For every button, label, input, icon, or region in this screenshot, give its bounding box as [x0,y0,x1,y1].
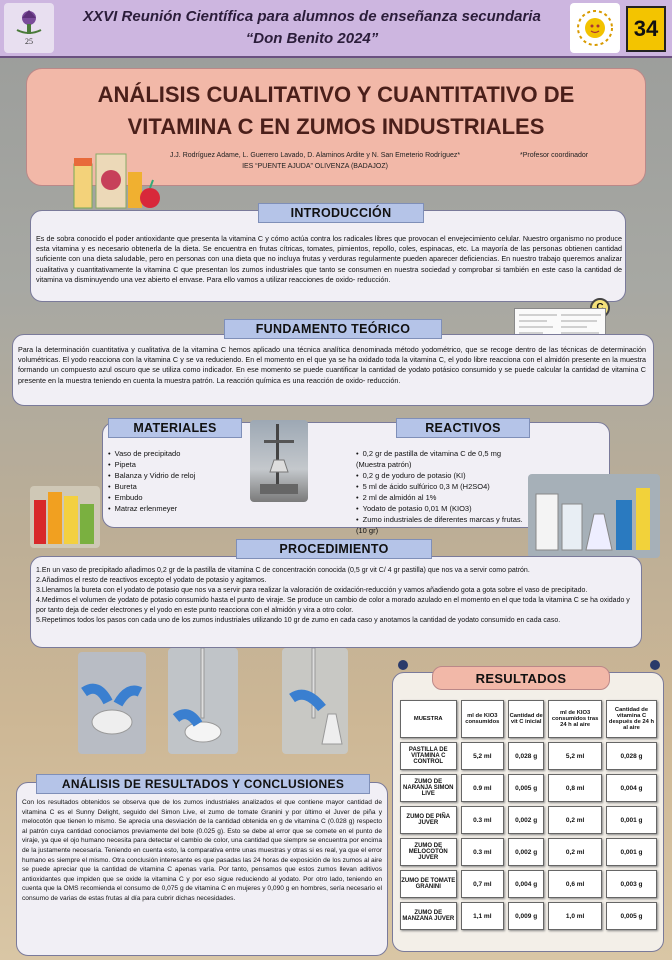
procedure-photo-3 [282,648,348,754]
sun-logo [570,3,620,53]
column-header: ml de KIO3 consumidos [461,700,505,738]
materials-item: • Bureta [108,481,248,492]
procedure-steps [36,566,636,626]
materiales-heading: MATERIALES [108,418,242,438]
thistle-logo [4,3,54,53]
materials-item: • Pipeta [108,459,248,470]
analisis-text: Con los resultados obtenidos se observa que de los zumos industriales analizados el que contiene mayor cantidad de vitamina C es el Sunny Delight, seguido del Simon Live, el zumo de tomate Granini y por último el Juver de piña y melocotón que tienen lo mismo. Se aprecia una desviación de la cantidad obtenida en g de vitamina C (0.028 g) respecto al patrón cuya cantidad conocíamos previamente del bote (0.025 g). Esto se debe al error que se comete en el punto de viraje, ya que el ojo humano necesita para detectar el cambio de color, una cantidad que siempre se encuentra por encima de la justamente necesaria. Teniendo en cuenta esto, la comparativa entre unas muestras y otras si es real, ya que el error humano es siempre el mismo. Otra conclusión interesante es que pasadas las 24 horas de exposición de los zumos al aire se puede apreciar que la cantidad de vitamina C apenas varía. Por tanto, pensamos que estos zumos llevan aditivos antioxidantes que impiden que se oxide la vitamina C y por eso sigue reduciendo al yodato. Por otro lado, teniendo en cuenta que la OMS recomienda el consumo de 0,075 g de vitamina C en mujeres y 0,090 g en hombres, sería necesario el consumo de varias de estas frutas al día para cubrir dichas necesidades. [22,799,382,902]
table-cell: ZUMO DE MANZANA JUVER [400,902,457,930]
reactivos-item: • 5 ml de ácido sulfúrico 0,3 M (H2SO4) [356,481,528,492]
poster-number-badge: 34 [626,6,666,52]
school-name: IES “PUENTE AJUDA” OLIVENZA (BADAJOZ) [242,163,388,170]
materials-item: • Balanza y Vidrio de reloj [108,470,248,481]
table-cell: 0.3 ml [461,838,505,866]
procedure-step: 1.En un vaso de precipitado añadimos 0,2 gr de la pastilla de vitamina C de concentración conocida (0,5 gr vit C/ 4 gr pastilla) que nos va a servir como patrón. [36,567,530,574]
column-header: Cantidad de vit C inicial [508,700,544,738]
header-bar [0,0,672,58]
table-cell: 0,2 ml [548,838,602,866]
procedure-step: 3.Llenamos la bureta con el yodato de potasio que nos va a servir para realizar la valoración de oxidación-reducción y vamos añadiendo gota a gota sobre el vaso de precipitado. [36,587,588,594]
column-header: MUESTRA [400,700,457,738]
column-header: Cantidad de vitamina C después de 24 h al aire [606,700,657,738]
table-cell: ZUMO DE TOMATE GRANINI [400,870,457,898]
reactivos-item: • Zumo industriales de diferentes marcas y frutas. (10 gr) [356,514,528,536]
intro-text: Es de sobra conocido el poder antioxidante que presenta la vitamina C y cómo actúa contra los radicales libres que provocan el envejecimiento celular. Nuestro organismo no produce esta vitamina y es necesario obtenerla de la dieta. Se encuentra en frutas cítricas, tomates, pimientos, repollo, coles, espinacas, etc. La mayoría de las personas obtienen cantidad suficiente con una dieta saludable, pero en personas con una dieta que no incluya frutas y verduras regularmente pueden aparecer deficiencias. En nuestro trabajo queremos analizar cualitativa y cuantitativamente la vitamina C que presentan los zumos industriales que tanto se consumen en nuestra sociedad y comprobar si también en este caso la cantidad de vitamina va disminuyendo una vez abierto el envase. Para ello vamos a utilizar reacciones de oxido- reducción. [36,234,622,284]
table-cell: 0,2 ml [548,806,602,834]
svg-text:25: 25 [25,37,33,46]
table-cell: ZUMO DE MELOCOTÓN JUVER [400,838,457,866]
procedure-photo-1 [78,652,146,754]
poster-title [27,79,645,143]
table-cell: 0,005 g [508,774,544,802]
analisis-heading: ANÁLISIS DE RESULTADOS Y CONCLUSIONES [36,774,370,794]
table-row [400,806,657,834]
table-row [400,870,657,898]
materials-list [108,448,248,514]
table-row [400,838,657,866]
results-table [396,696,661,934]
materials-item: • Embudo [108,492,248,503]
table-cell: 0.9 ml [461,774,505,802]
author-names: J.J. Rodríguez Adame, L. Guerrero Lavado, D. Alaminos Ardite y N. San Emeterio Rodríguez* [169,152,461,159]
table-cell: 0,001 g [606,838,657,866]
table-cell: ZUMO DE NARANJA SIMON LIVE [400,774,457,802]
fundamento-text: Para la determinación cuantitativa y cualitativa de la vitamina C hemos aplicado una técnica analítica denominada método yodométrico, que se recoge dentro de las técnicas de determinación volumétricas. El yodo reacciona con la vitamina C y se va reduciendo. En el momento en el que ya se ha oxidado toda la vitamina C, el yodo libre reacciona con el almidón presente en la muestra formando un compuesto azul oscuro que se utiliza como indicador. En ese momento se puede cuantificar la cantidad de yodato potásico consumido y se puede calcular la cantidad de vitamina C presente en la muestra teniendo en cuenta la muestra patrón. La reacción química es una reacción de oxido- reducción. [18,345,646,385]
juice-bottles-photo [30,486,100,548]
title-line2: VITAMINA C EN ZUMOS INDUSTRIALES [127,114,545,139]
table-cell: 0,002 g [508,838,544,866]
header-line2: “Don Benito 2024” [245,30,379,47]
header-line1: XXVI Reunión Científica para alumnos de enseñanza secundaria [83,8,541,25]
materials-item: • Vaso de precipitado [108,448,248,459]
table-cell: PASTILLA DE VITAMINA C CONTROL [400,742,457,770]
resultados-heading: RESULTADOS [432,666,610,690]
procedure-step: 4.Medimos el volumen de yodato de potasio consumido hasta el punto de viraje. Se produce un cambio de color a morado azulado en el momento en el que toda la vitamina C se ha oxidado y por tanto deja de ceder electrones y el yodo en este punto reacciona con el almidón y vira a otro color. [36,597,630,614]
fundamento-heading: FUNDAMENTO TEÓRICO [224,319,442,339]
title-line1: ANÁLISIS CUALITATIVO Y CUANTITATIVO DE [97,82,575,107]
column-header: ml de KIO3 consumidos tras 24 h al aire [548,700,602,738]
intro-heading: INTRODUCCIÓN [258,203,424,223]
table-cell: 0,6 ml [548,870,602,898]
materials-item: • Matraz erlenmeyer [108,503,248,514]
reactivos-item: • 2 ml de almidón al 1% [356,492,528,503]
procedure-step: 2.Añadimos el resto de reactivos excepto el yodato de potasio y agitamos. [36,577,267,584]
table-cell: 0,009 g [508,902,544,930]
reactivos-list [356,448,528,536]
pin-icon [398,660,408,670]
table-cell: 0,005 g [606,902,657,930]
procedure-photo-2 [168,648,238,754]
reactivos-item: • 0,2 gr de pastilla de vitamina C de 0,5 mg (Muestra patrón) [356,448,528,470]
table-cell: 1,1 ml [461,902,505,930]
reactivos-item: • Yodato de potasio 0,01 M (KIO3) [356,503,528,514]
coordinator-note: *Profesor coordinador [520,152,589,159]
procedure-step: 5.Repetimos todos los pasos con cada uno de los zumos industriales utilizando 10 gr de zumo en cada caso y anotamos la cantidad de yodato consumido en cada caso. [36,617,561,624]
table-cell: 1,0 ml [548,902,602,930]
table-cell: 0.3 ml [461,806,505,834]
table-cell: 0,8 ml [548,774,602,802]
table-cell: 5,2 ml [548,742,602,770]
table-row [400,774,657,802]
table-cell: 0,004 g [606,774,657,802]
lab-setup-photo [250,420,308,502]
table-cell: 5,2 ml [461,742,505,770]
table-row [400,742,657,770]
procedimiento-heading: PROCEDIMIENTO [236,539,432,559]
table-cell: 0,028 g [508,742,544,770]
reactivos-item: • 0,2 g de yoduro de potasio (KI) [356,470,528,481]
table-row [400,902,657,930]
pin-icon [650,660,660,670]
table-cell: 0,001 g [606,806,657,834]
table-cell: 0,004 g [508,870,544,898]
table-header-row [400,700,657,738]
table-cell: 0,028 g [606,742,657,770]
reactivos-heading: REACTIVOS [396,418,530,438]
table-cell: 0,002 g [508,806,544,834]
reagents-photo [528,474,660,558]
table-cell: 0,7 ml [461,870,505,898]
authors [150,150,480,172]
table-cell: 0,003 g [606,870,657,898]
table-cell: ZUMO DE PIÑA JUVER [400,806,457,834]
